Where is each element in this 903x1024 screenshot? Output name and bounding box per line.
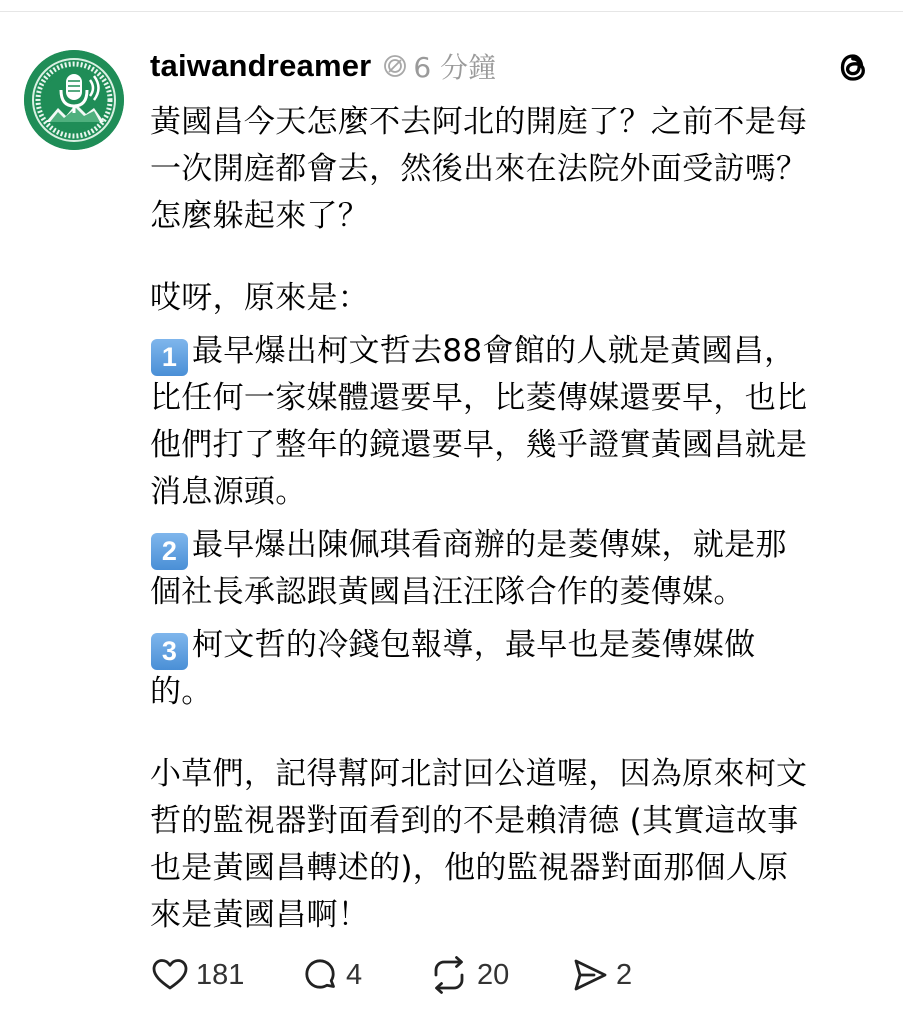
text-line: 的。 <box>150 674 213 710</box>
list-item <box>150 328 885 375</box>
intro-line: 哎呀，原來是： <box>150 280 370 316</box>
text-line: 個社長承認跟黃國昌汪汪隊合作的菱傳媒。 <box>150 574 745 610</box>
post-header <box>150 44 496 88</box>
comment-icon <box>300 955 340 995</box>
text-line: 哲的監視器對面看到的不是賴清德 (其實這故事 <box>150 803 799 839</box>
text-line: 他們打了整年的鏡還要早，幾乎證實黃國昌就是 <box>150 427 808 463</box>
action-bar <box>150 952 650 998</box>
item-text: 最早爆出柯文哲去88會館的人就是黃國昌， <box>192 333 796 369</box>
text-line: 消息源頭。 <box>150 474 307 510</box>
reply-button[interactable] <box>300 952 427 998</box>
send-icon <box>570 955 610 995</box>
text-line: 比任何一家媒體還要早，比菱傳媒還要早，也比 <box>150 380 808 416</box>
item-text: 柯文哲的冷錢包報導，最早也是菱傳媒做 <box>192 627 756 663</box>
number-badge-2: 2 <box>151 533 188 570</box>
post-body <box>150 99 885 939</box>
text-line: 黃國昌今天怎麼不去阿北的開庭了？之前不是每 <box>150 104 808 140</box>
list-item <box>150 522 885 569</box>
username[interactable]: taiwandreamer <box>150 48 372 83</box>
reply-count: 4 <box>346 958 363 991</box>
text-line: 也是黃國昌轉述的)，他的監視器對面那個人原 <box>150 850 789 886</box>
repost-button[interactable] <box>427 952 570 998</box>
share-count: 2 <box>616 958 633 991</box>
item-text: 最早爆出陳佩琪看商辦的是菱傳媒，就是那 <box>192 527 787 563</box>
repost-icon <box>427 955 471 995</box>
threads-logo-icon[interactable] <box>834 48 872 86</box>
post-time: 6 分鐘 <box>413 51 497 84</box>
avatar[interactable] <box>24 50 124 150</box>
like-button[interactable] <box>150 952 300 998</box>
like-count: 181 <box>196 958 245 991</box>
number-badge-1: 1 <box>151 339 188 376</box>
number-badge-3: 3 <box>151 633 188 670</box>
text-line: 怎麼躲起來了？ <box>150 198 370 234</box>
text-line: 一次開庭都會去，然後出來在法院外面受訪嗎？ <box>150 151 808 187</box>
ai-label-icon[interactable] <box>383 54 407 78</box>
repost-count: 20 <box>477 958 510 991</box>
share-button[interactable] <box>570 952 650 998</box>
podcast-microphone-avatar-icon <box>24 50 124 150</box>
list-item <box>150 622 885 669</box>
text-line: 小草們，記得幫阿北討回公道喔，因為原來柯文 <box>150 756 808 792</box>
text-line: 來是黃國昌啊！ <box>150 897 370 933</box>
heart-icon <box>150 955 190 995</box>
